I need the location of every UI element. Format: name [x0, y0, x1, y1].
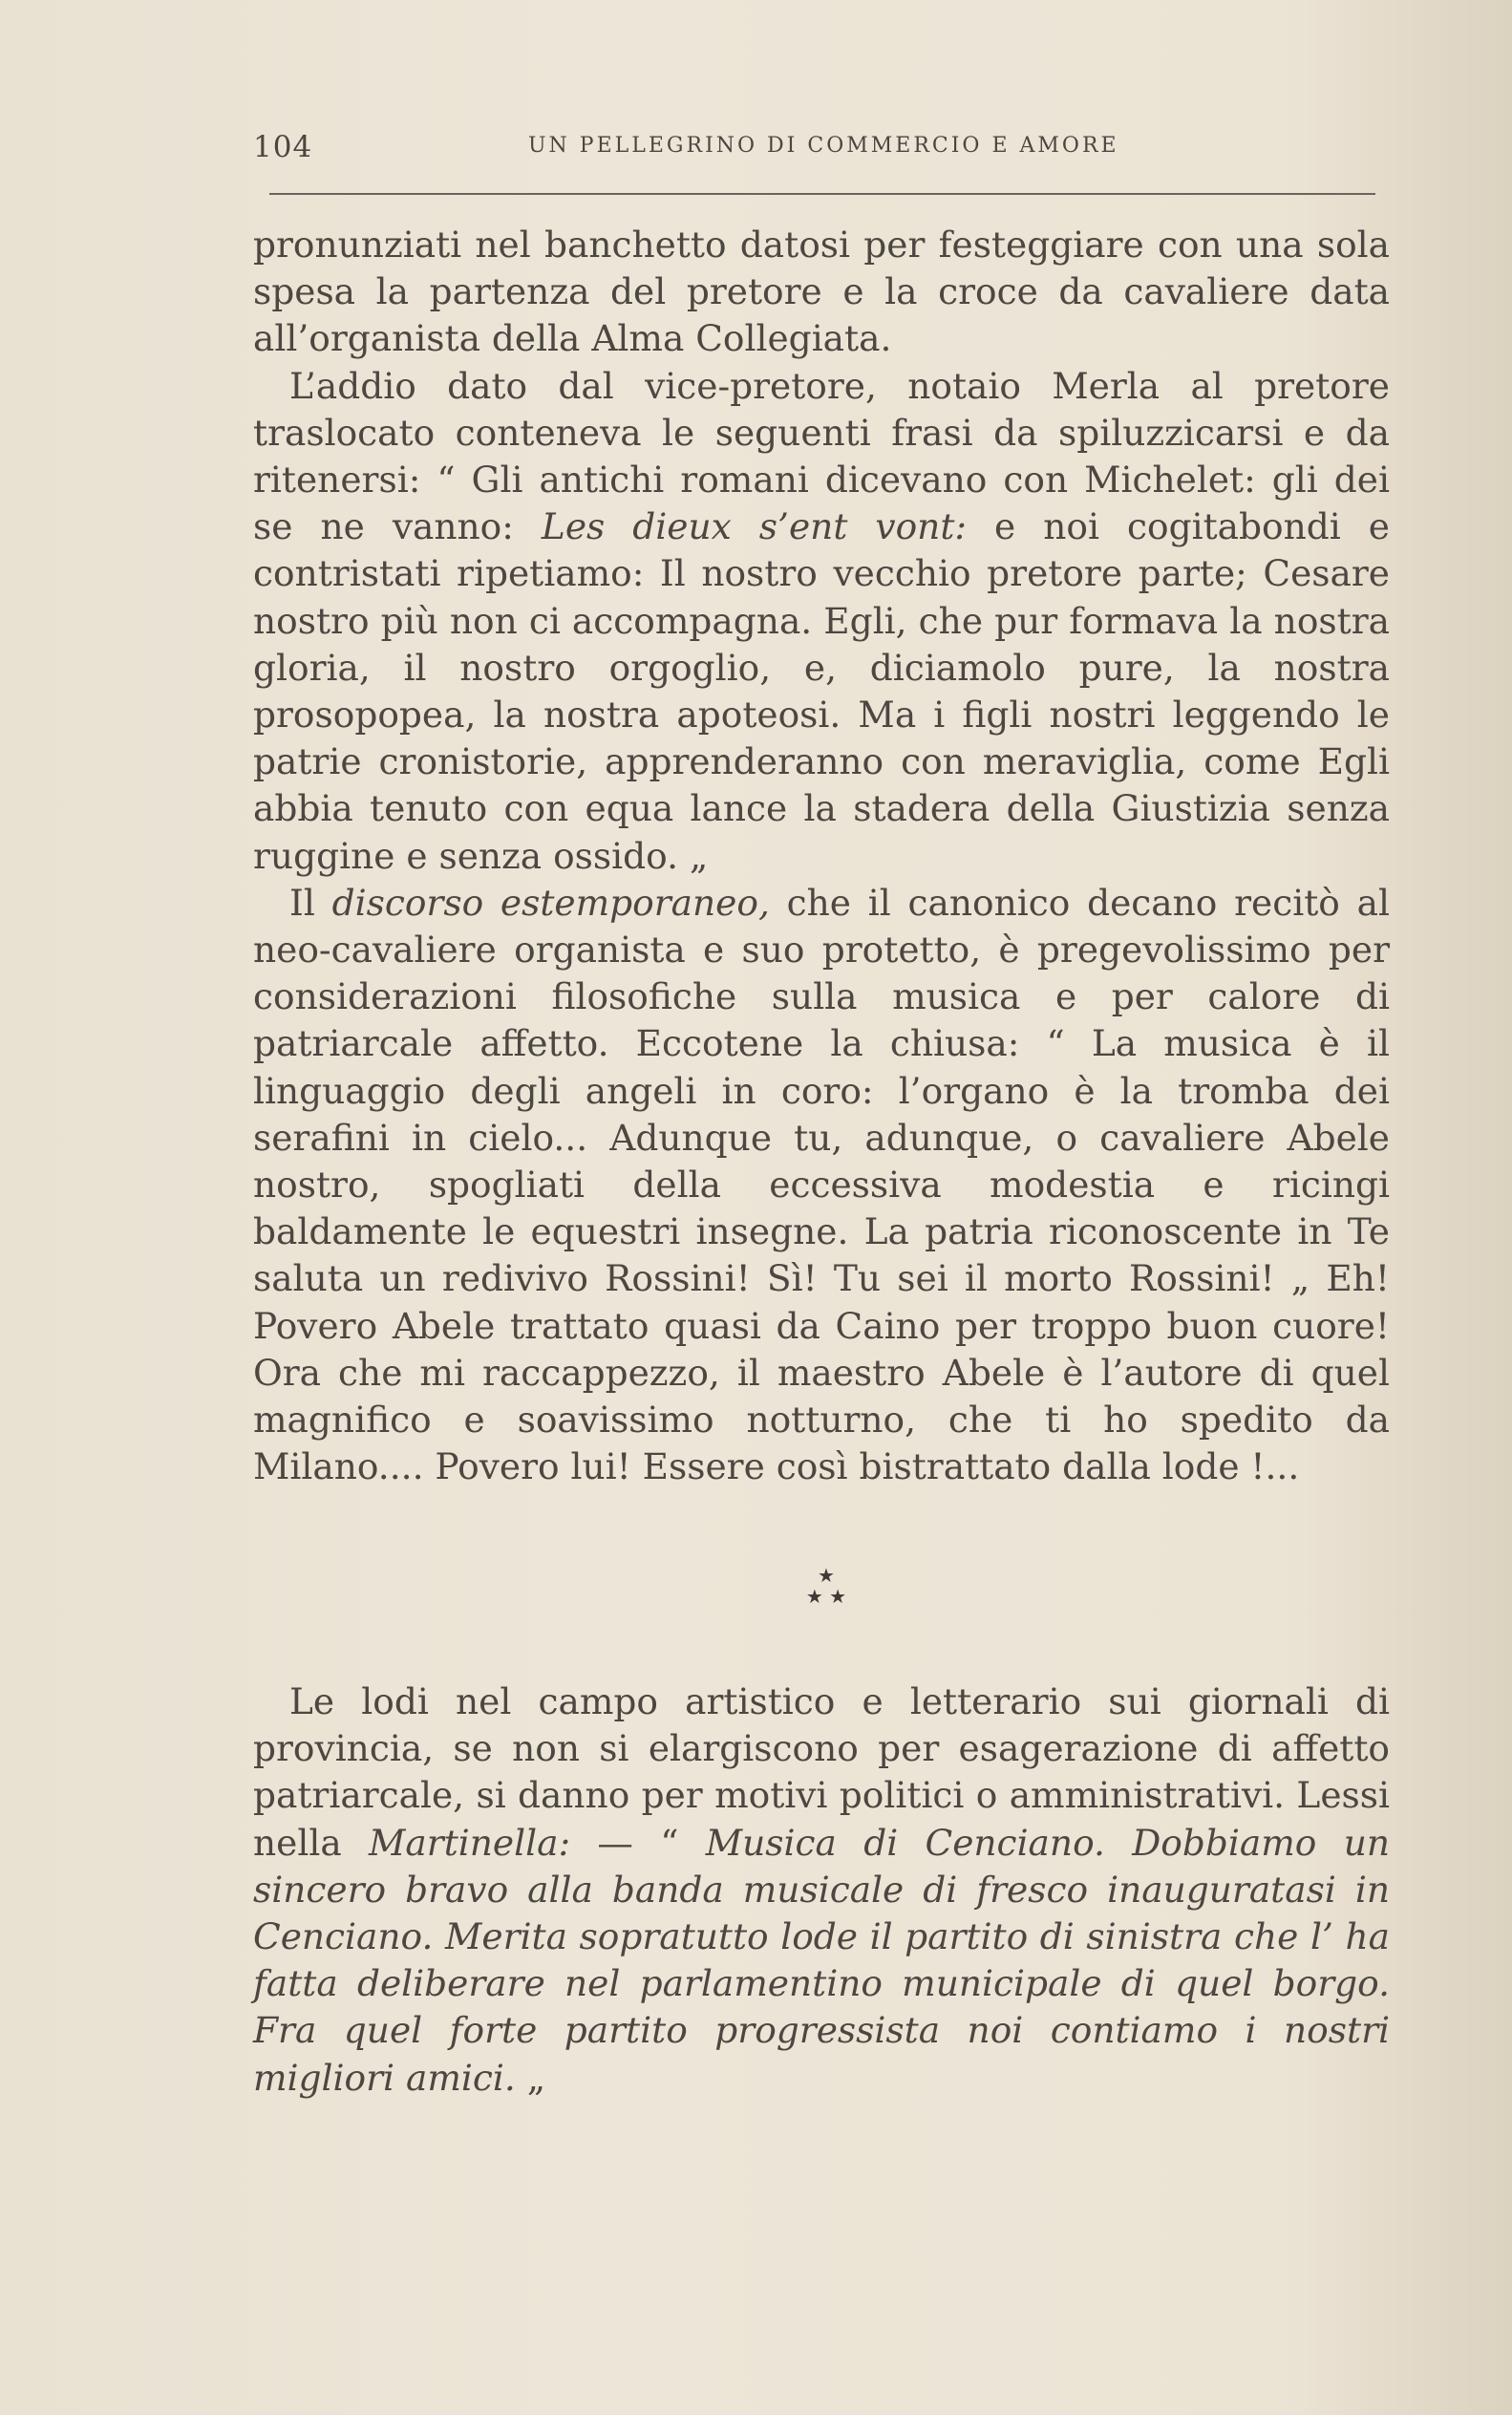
paragraph-text: e noi cogitabondi e contristati ripetiamo: Il nostro vecchio pretore parte; Cesare nostro più non ci accompagna. Egli, che pur formava la nostra gloria, il nostro orgoglio, e, diciamolo pure, la nostra prosopopea, la nostra apoteosi. Ma i figli nostri leggendo le patrie cronistorie, apprenderanno con meraviglia, come Egli abbia tenuto con equa lance la stadera della Giustizia senza ruggine e senza ossido. „ — [253, 505, 1390, 877]
page-number: 104 — [253, 130, 313, 164]
paragraph-text: — “ — [570, 1821, 706, 1864]
paragraph-praise — [253, 1678, 1390, 2102]
header-rule — [269, 193, 1375, 195]
paragraph-continuation — [253, 222, 1390, 363]
paragraph-text: che il canonico decano recitò al neo-cavaliere organista e suo protetto, è pregevolissimo per considerazioni filosofiche sulla musica e per calore di patriarcale affetto. Eccotene la chiusa: “ La musica è il linguaggio degli angeli in coro: l’organo è la tromba dei serafini in cielo... Adunque tu, adunque, o cavaliere Abele nostro, spogliati della eccessiva modestia e ricingi baldamente le equestri insegne. La patria riconoscente in Te saluta un redivivo Rossini! Sì! Tu sei il morto Rossini! „ Eh! Povero Abele trattato quasi da Caino per troppo buon cuore! Ora che mi raccappezzo, il maestro Abele è l’autore di quel magnifico e soavissimo notturno, che ti ho spedito da Milano.... Povero lui! Essere così bistrattato dalla lode !... — [253, 881, 1390, 1488]
paragraph-text: pronunziati nel banchetto datosi per festeggiare con una sola spesa la partenza del pretore e la croce da cavaliere data all’organista della Alma Collegiata. — [253, 224, 1390, 360]
text-block-lower — [253, 1678, 1390, 2102]
paragraph-text: „ — [515, 2056, 546, 2099]
asterism-top-star: ★ — [818, 1564, 835, 1587]
page-header — [253, 126, 1375, 164]
italic-newspaper-title: Martinella: — [369, 1821, 571, 1864]
paragraph-farewell — [253, 363, 1390, 880]
asterism-bottom-stars: ★ ★ — [805, 1585, 847, 1608]
paragraph-text: Le lodi nel campo artistico e letterario sui giornali di provincia, se non si elargiscono per esagerazione di affetto patriarcale, si danno per motivi politici o amministrativi. Lessi nella — [253, 1680, 1390, 1864]
running-title: UN PELLEGRINO DI COMMERCIO E AMORE — [528, 134, 1119, 158]
italic-discorso: discorso estemporaneo, — [331, 881, 770, 924]
italic-newspaper-quote: Musica di Cenciano. Dobbiamo un sincero bravo alla banda musicale di fresco inauguratasi in Cenciano. Merita sopratutto lode il partito di sinistra che l’ ha fatta deliberare nel parlamentino municipale di quel borgo. Fra quel forte partito progressista noi contiamo i nostri migliori amici. — [253, 1821, 1390, 2099]
italic-quote-french: Les dieux s’ent vont: — [541, 505, 968, 548]
section-break-asterism — [783, 1565, 869, 1622]
paragraph-discourse — [253, 880, 1390, 1491]
paragraph-text: L’addio dato dal vice-pretore, notaio Merla al pretore traslocato conteneva le seguenti frasi da spiluzzicarsi e da ritenersi: “ Gli antichi romani dicevano con Michelet: gli dei se ne vanno: — [253, 364, 1390, 548]
paragraph-text: Il — [289, 881, 332, 924]
text-block-upper — [253, 222, 1390, 1490]
